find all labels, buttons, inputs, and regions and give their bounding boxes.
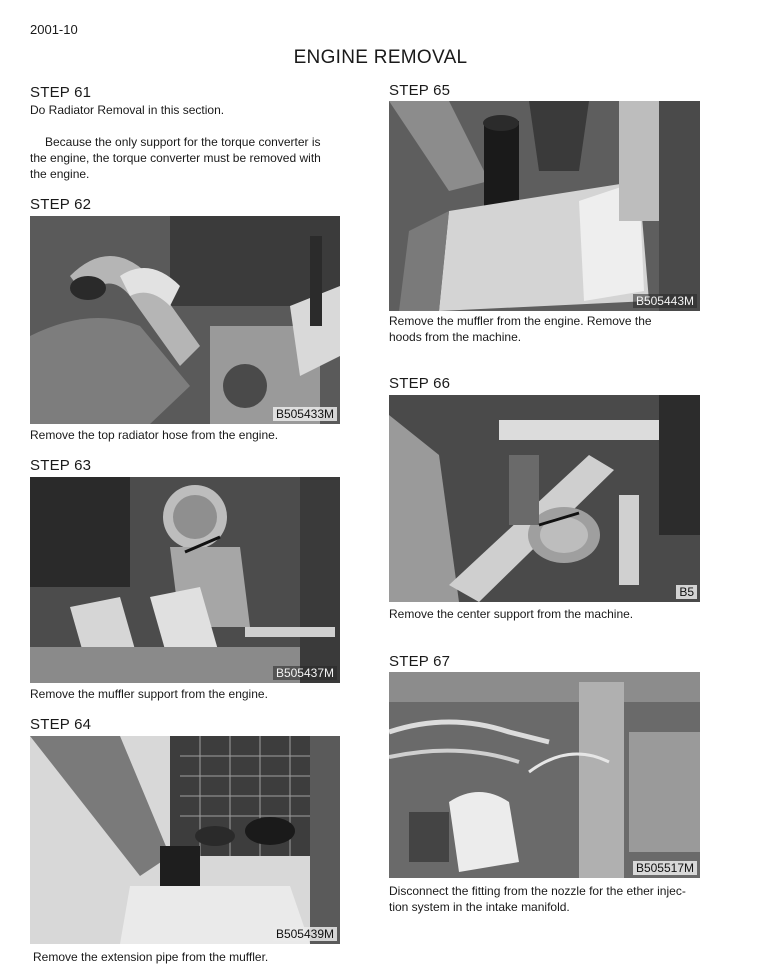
- step-65-photo-code: B505443M: [633, 294, 697, 308]
- step-66-caption: Remove the center support from the machine.: [389, 607, 634, 621]
- extension-pipe-illustration: [30, 736, 340, 944]
- step-63-heading: STEP 63: [30, 457, 92, 474]
- step-61-line: Do Radiator Removal in this section.: [30, 103, 225, 117]
- page-title: ENGINE REMOVAL: [293, 47, 468, 68]
- step-61-heading: STEP 61: [30, 84, 92, 101]
- step-62-photo: [30, 216, 340, 424]
- step-66-heading: STEP 66: [389, 375, 451, 392]
- step-61-paragraph-line-3: the engine.: [30, 167, 90, 181]
- ether-injection-fitting-illustration: [389, 672, 700, 878]
- radiator-hose-illustration: [30, 216, 340, 424]
- step-63-caption: Remove the muffler support from the engine.: [30, 687, 268, 701]
- page-number: 2001-10: [30, 22, 78, 37]
- step-62-heading: STEP 62: [30, 196, 92, 213]
- step-66-photo: [389, 395, 700, 602]
- step-61-paragraph-line-1: Because the only support for the torque converter is: [45, 135, 321, 149]
- step-67-photo-code: B505517M: [633, 861, 697, 875]
- step-62-caption: Remove the top radiator hose from the engine.: [30, 428, 279, 442]
- step-65-caption-line-2: hoods from the machine.: [389, 330, 522, 344]
- step-61-paragraph-line-2: the engine, the torque converter must be removed with: [30, 151, 321, 165]
- step-63-photo: [30, 477, 340, 683]
- step-65-caption-line-1: Remove the muffler from the engine. Remove the: [389, 314, 652, 328]
- step-64-photo: [30, 736, 340, 944]
- step-66-photo-code: B5: [676, 585, 697, 599]
- step-64-heading: STEP 64: [30, 716, 92, 733]
- step-67-photo: [389, 672, 700, 878]
- step-67-caption-line-2: tion system in the intake manifold.: [389, 900, 570, 914]
- step-67-heading: STEP 67: [389, 653, 451, 670]
- center-support-illustration: [389, 395, 700, 602]
- step-64-photo-code: B505439M: [273, 927, 337, 941]
- step-63-photo-code: B505437M: [273, 666, 337, 680]
- muffler-hoods-illustration: [389, 101, 700, 311]
- step-67-caption-line-1: Disconnect the fitting from the nozzle for the ether injec-: [389, 884, 686, 898]
- step-65-photo: [389, 101, 700, 311]
- step-65-heading: STEP 65: [389, 82, 451, 99]
- muffler-support-illustration: [30, 477, 340, 683]
- step-62-photo-code: B505433M: [273, 407, 337, 421]
- step-64-caption: Remove the extension pipe from the muffler.: [33, 950, 269, 964]
